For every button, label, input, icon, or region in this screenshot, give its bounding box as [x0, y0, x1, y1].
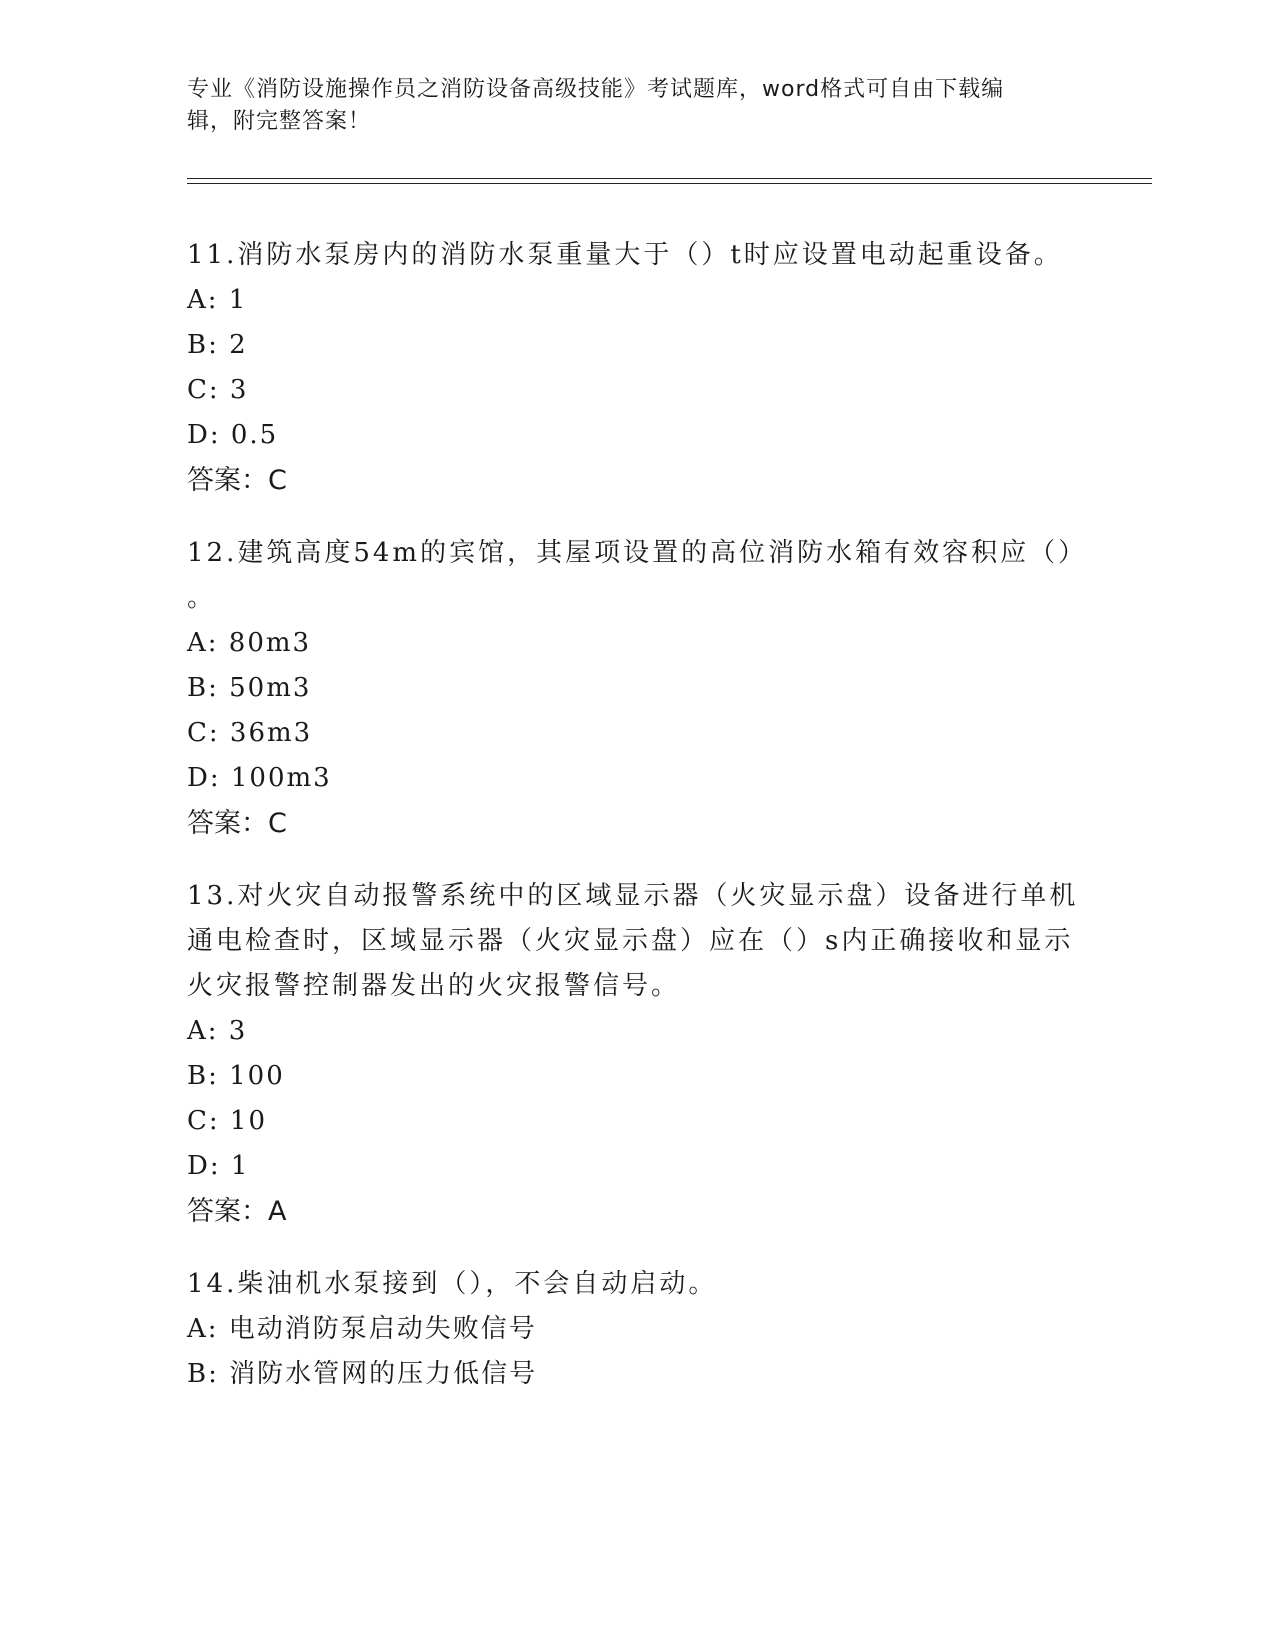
question-stem-line: 14.柴油机水泵接到（），不会自动启动。 — [187, 1269, 718, 1299]
answer-option: D: 1 — [187, 1151, 250, 1181]
question-stem-line: 火灾报警控制器发出的火灾报警信号。 — [187, 971, 681, 1001]
answer-option: B: 100 — [187, 1061, 285, 1091]
answer-option: A: 1 — [187, 285, 248, 315]
answer-option: B: 消防水管网的压力低信号 — [187, 1359, 538, 1389]
question-block — [187, 531, 1087, 846]
question-block — [187, 874, 1087, 1234]
question-stem-line: 11.消防水泵房内的消防水泵重量大于（）t时应设置电动起重设备。 — [187, 240, 1063, 270]
question-stem-line: 通电检查时，区域显示器（火灾显示盘）应在（）s内正确接收和显示 — [187, 926, 1074, 956]
answer-key: 答案：C — [187, 808, 287, 839]
answer-option: D: 100m3 — [187, 763, 332, 793]
header-line-2: 辑，附完整答案！ — [187, 109, 372, 134]
answer-option: A: 80m3 — [187, 628, 312, 658]
document-header — [187, 74, 1087, 138]
question-block — [187, 1262, 1087, 1397]
header-divider-top — [187, 178, 1152, 179]
answer-key: 答案：C — [187, 465, 287, 496]
answer-option: A: 电动消防泵启动失败信号 — [187, 1314, 537, 1344]
question-block — [187, 233, 1087, 503]
question-list — [187, 233, 1087, 1425]
header-divider-bottom — [187, 183, 1152, 184]
answer-option: D: 0.5 — [187, 420, 279, 450]
answer-option: B: 2 — [187, 330, 248, 360]
answer-option: C: 3 — [187, 375, 249, 405]
question-stem-line: 12.建筑高度54m的宾馆，其屋项设置的高位消防水箱有效容积应（） — [187, 538, 1088, 568]
answer-option: C: 36m3 — [187, 718, 313, 748]
header-line-1: 专业《消防设施操作员之消防设备高级技能》考试题库，word格式可自由下载编 — [187, 77, 1005, 102]
answer-key: 答案：A — [187, 1196, 287, 1227]
answer-option: B: 50m3 — [187, 673, 312, 703]
answer-option: C: 10 — [187, 1106, 268, 1136]
question-stem-line: 13.对火灾自动报警系统中的区域显示器（火灾显示盘）设备进行单机 — [187, 881, 1079, 911]
answer-option: A: 3 — [187, 1016, 248, 1046]
question-stem-line: 。 — [187, 583, 217, 613]
